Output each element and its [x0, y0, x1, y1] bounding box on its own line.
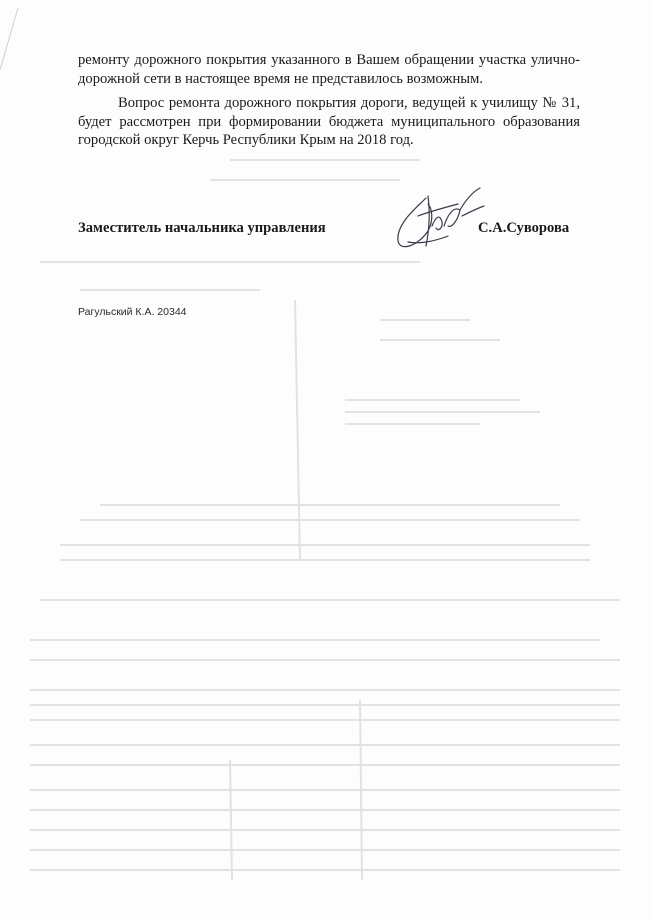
signer-position-title: Заместитель начальника управления	[78, 220, 326, 236]
paragraph-2: Вопрос ремонта дорожного покрытия дороги, ведущей к училищу № 31, будет рассмотрен при формировании бюджета муниципального образования городской округ Керчь Республики Крым на 2018 год.	[78, 95, 580, 148]
handwritten-signature	[388, 186, 488, 256]
paragraph-1: ремонту дорожного покрытия указанного в Вашем обращении участка улично-дорожной сети в настоящее время не представилось возможным.	[78, 52, 580, 87]
signer-name: С.А.Суворова	[478, 220, 570, 236]
executor-contact: Рагульский К.А. 20344	[78, 306, 187, 318]
